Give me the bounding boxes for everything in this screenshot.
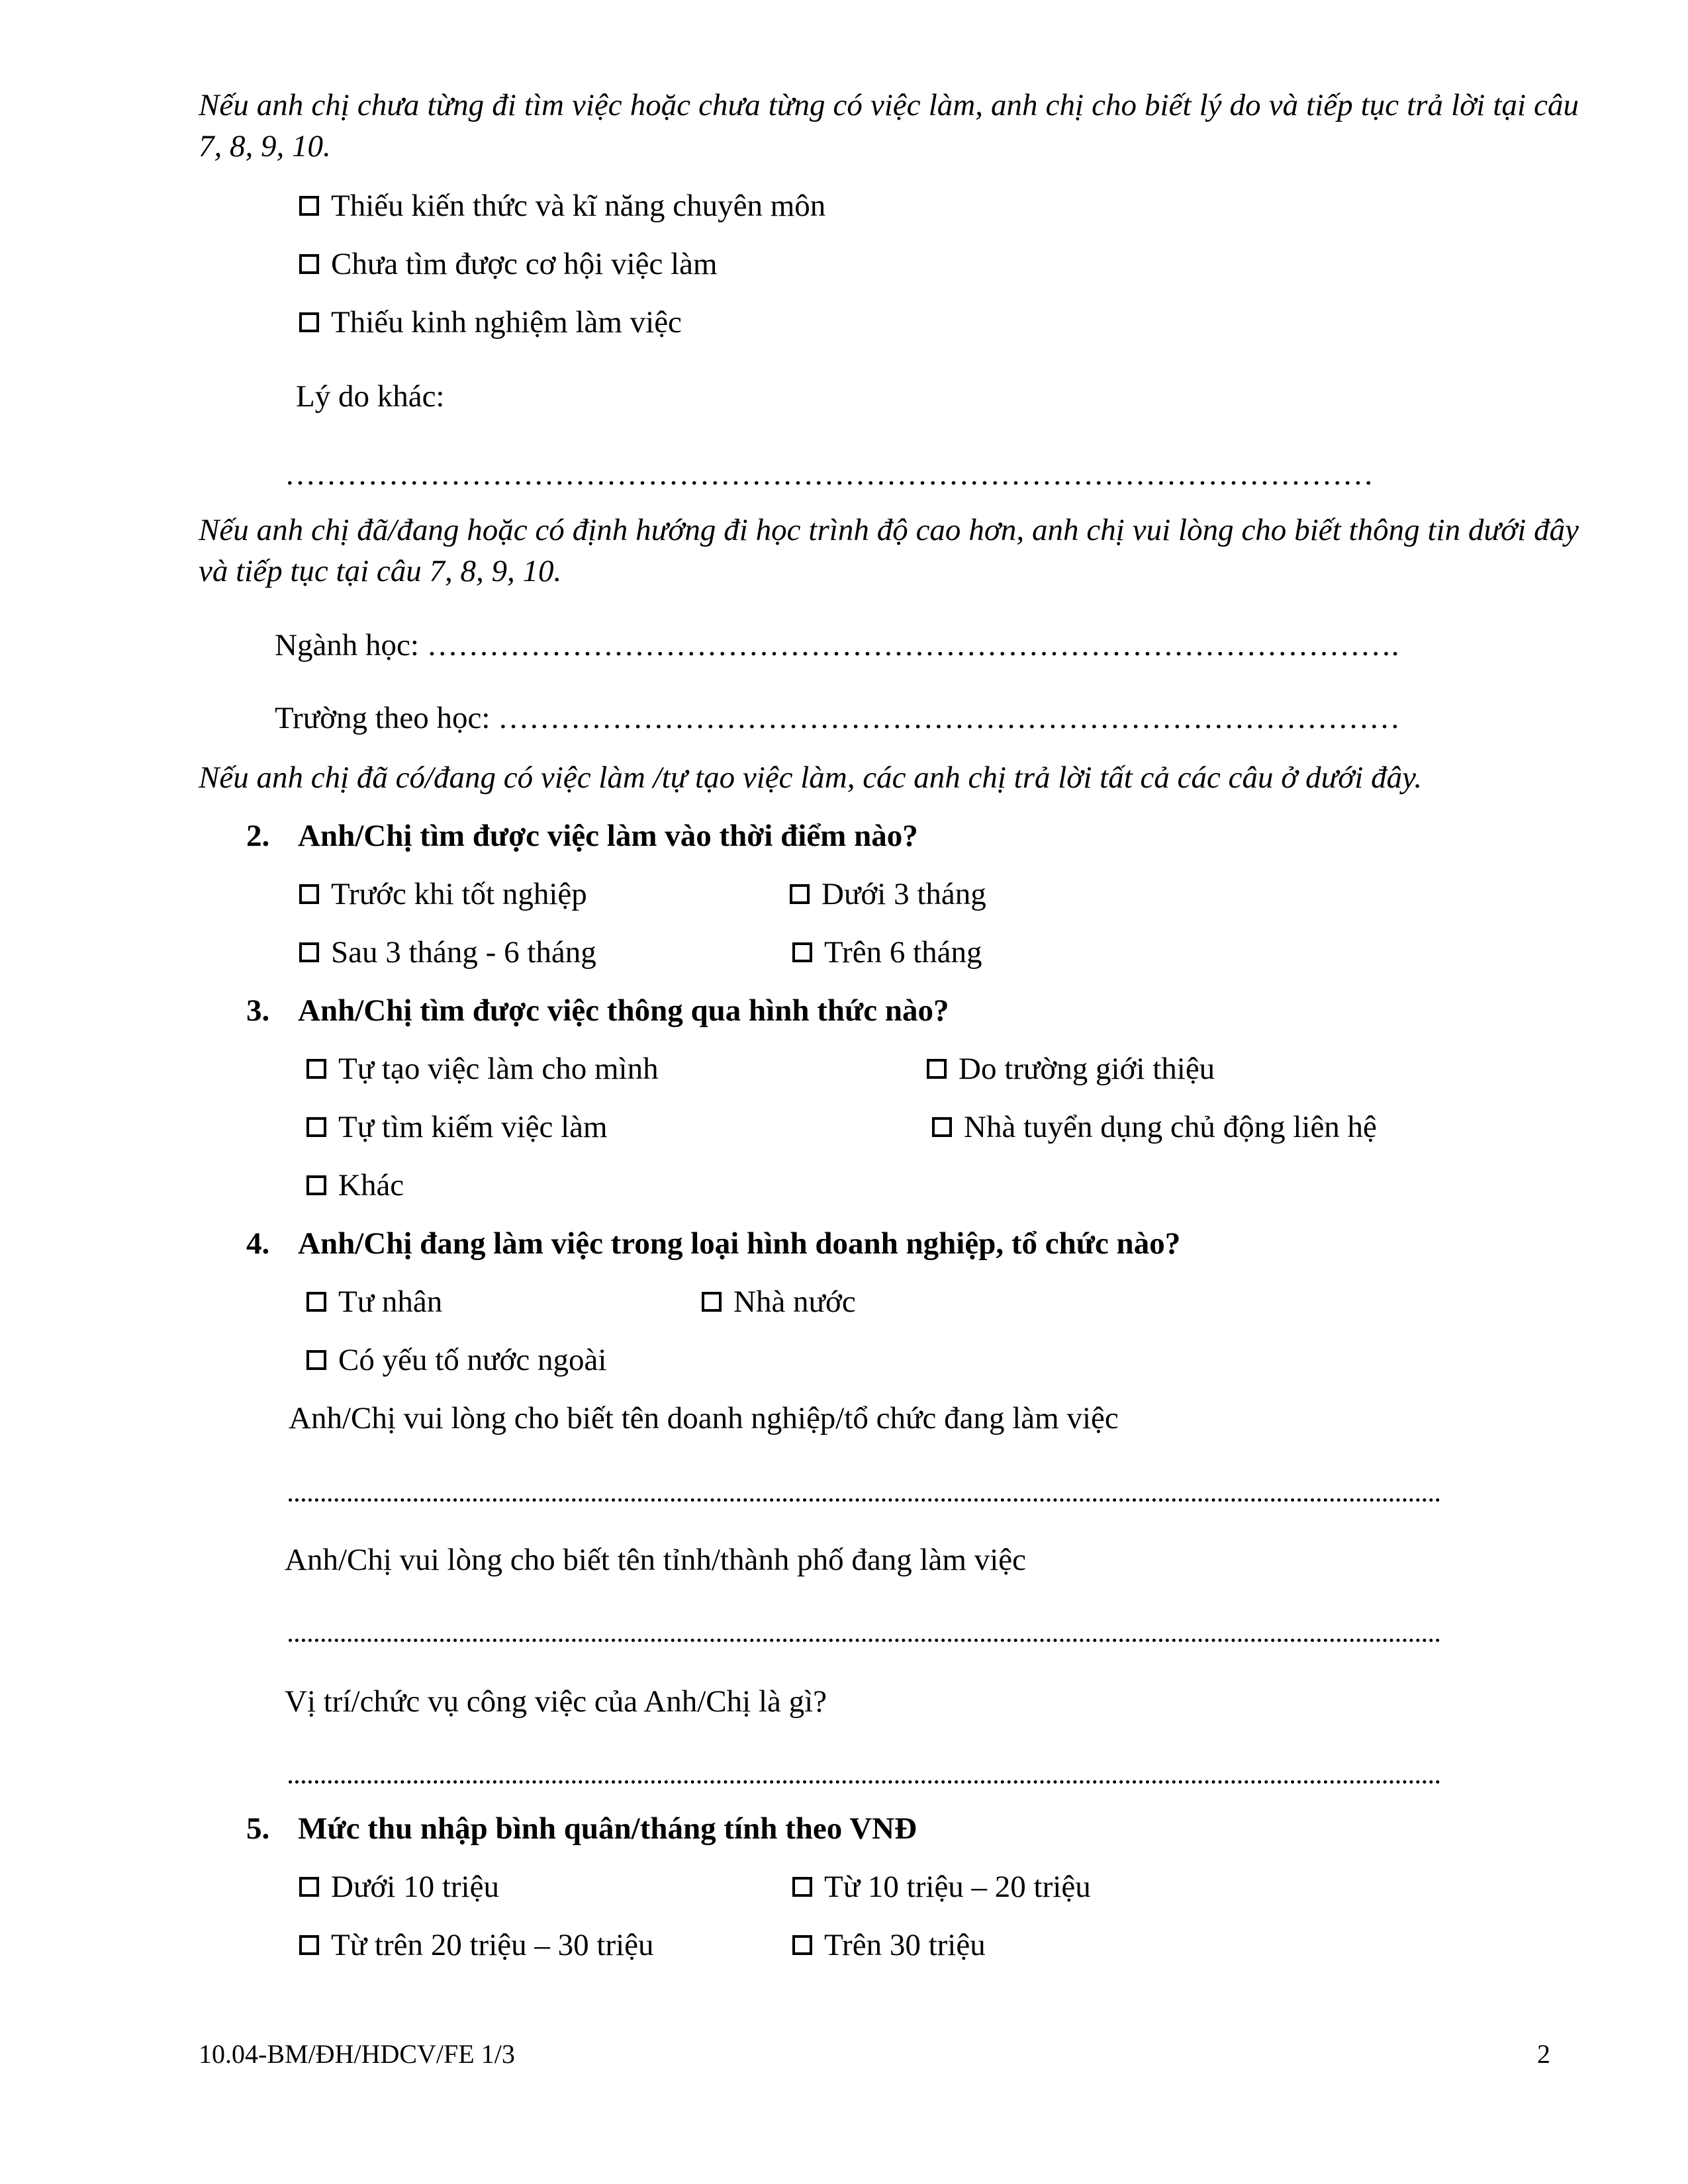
checkbox[interactable] <box>299 196 319 216</box>
option-label: Từ trên 20 triệu – 30 triệu <box>331 1928 654 1962</box>
footer-form-code: 10.04-BM/ĐH/HDCV/FE 1/3 <box>199 2039 515 2069</box>
question-title: Anh/Chị đang làm việc trong loại hình doanh nghiệp, tổ chức nào? <box>298 1226 1181 1261</box>
position-prompt: Vị trí/chức vụ công việc của Anh/Chị là gì? <box>285 1684 827 1719</box>
question-3 <box>246 993 949 1028</box>
option-label: Dưới 10 triệu <box>331 1870 499 1904</box>
q5-option-over-30m[interactable] <box>792 1927 986 1963</box>
q3-option-self-created[interactable] <box>306 1051 659 1087</box>
question-number: 5. <box>246 1811 270 1846</box>
q3-option-other[interactable] <box>306 1167 404 1203</box>
question-title: Mức thu nhập bình quân/tháng tính theo VNĐ <box>298 1811 917 1846</box>
school-field[interactable]: Trường theo học: …………………………………………………………………………… <box>275 701 1401 735</box>
option-label: Nhà nước <box>733 1285 856 1319</box>
option-label: Thiếu kiến thức và kĩ năng chuyên môn <box>331 189 826 223</box>
other-reason-line[interactable]: …………………………………………………………………………………………… <box>285 457 1374 492</box>
option-label: Nhà tuyển dụng chủ động liên hệ <box>964 1110 1377 1144</box>
option-label: Trước khi tốt nghiệp <box>331 877 587 911</box>
q5-option-10-20m[interactable] <box>792 1869 1091 1905</box>
option-label: Thiếu kinh nghiệm làm việc <box>331 305 682 340</box>
option-label: Do trường giới thiệu <box>959 1052 1215 1086</box>
page-number: 2 <box>1537 2039 1550 2069</box>
question-title: Anh/Chị tìm được việc làm vào thời điểm nào? <box>298 819 918 853</box>
q2-option-under-3-months[interactable] <box>790 876 986 912</box>
intro-further-study: Nếu anh chị đã/đang hoặc có định hướng đi học trình độ cao hơn, anh chị vui lòng cho biết thông tin dưới đây và tiếp tục tại câu 7, 8, 9, 10. <box>199 513 1579 588</box>
option-no-opportunity[interactable] <box>299 246 718 282</box>
option-lack-knowledge[interactable] <box>299 188 825 224</box>
checkbox[interactable] <box>299 1877 319 1897</box>
option-label: Từ 10 triệu – 20 triệu <box>824 1870 1091 1904</box>
option-label: Tự tìm kiếm việc làm <box>338 1110 608 1144</box>
question-2 <box>246 818 918 854</box>
other-reason-label: Lý do khác: <box>296 379 445 414</box>
q3-option-school-referral[interactable] <box>927 1051 1215 1087</box>
intro-no-job: Nếu anh chị chưa từng đi tìm việc hoặc chưa từng có việc làm, anh chị cho biết lý do và tiếp tục trả lời tại câu 7, 8, 9, 10. <box>199 88 1579 163</box>
city-prompt: Anh/Chị vui lòng cho biết tên tỉnh/thành phố đang làm việc <box>285 1543 1026 1577</box>
option-lack-experience[interactable] <box>299 304 682 340</box>
question-number: 4. <box>246 1226 270 1261</box>
option-label: Có yếu tố nước ngoài <box>338 1343 607 1377</box>
q2-option-over-6-months[interactable] <box>792 934 982 970</box>
option-label: Tư nhân <box>338 1285 443 1319</box>
option-label: Dưới 3 tháng <box>821 877 986 911</box>
q2-option-before-graduation[interactable] <box>299 876 587 912</box>
checkbox[interactable] <box>299 254 319 274</box>
option-label: Khác <box>338 1168 404 1203</box>
q3-option-self-search[interactable] <box>306 1109 608 1145</box>
q4-option-foreign[interactable] <box>306 1342 606 1378</box>
intro-employed: Nếu anh chị đã có/đang có việc làm /tự tạo việc làm, các anh chị trả lời tất cả các câu ở dưới đây. <box>199 760 1423 795</box>
checkbox[interactable] <box>306 1292 326 1312</box>
checkbox[interactable] <box>790 884 810 904</box>
checkbox[interactable] <box>306 1059 326 1079</box>
question-number: 3. <box>246 993 270 1028</box>
option-label: Chưa tìm được cơ hội việc làm <box>331 247 718 281</box>
checkbox[interactable] <box>792 1877 812 1897</box>
checkbox[interactable] <box>932 1117 952 1137</box>
question-5 <box>246 1811 917 1846</box>
question-4 <box>246 1226 1180 1261</box>
option-label: Tự tạo việc làm cho mình <box>338 1052 659 1086</box>
checkbox[interactable] <box>299 942 319 962</box>
q4-option-state[interactable] <box>702 1284 856 1320</box>
q5-option-under-10m[interactable] <box>299 1869 499 1905</box>
checkbox[interactable] <box>299 884 319 904</box>
city-line[interactable] <box>289 1639 1440 1642</box>
checkbox[interactable] <box>299 312 319 332</box>
q4-option-private[interactable] <box>306 1284 442 1320</box>
org-name-line[interactable] <box>289 1498 1440 1502</box>
checkbox[interactable] <box>306 1350 326 1370</box>
checkbox[interactable] <box>299 1935 319 1955</box>
option-label: Sau 3 tháng - 6 tháng <box>331 935 596 970</box>
checkbox[interactable] <box>792 1935 812 1955</box>
q3-option-employer-contact[interactable] <box>932 1109 1377 1145</box>
checkbox[interactable] <box>306 1117 326 1137</box>
position-line[interactable] <box>289 1780 1440 1784</box>
checkbox[interactable] <box>927 1059 947 1079</box>
checkbox[interactable] <box>306 1175 326 1195</box>
q2-option-3-6-months[interactable] <box>299 934 596 970</box>
org-name-prompt: Anh/Chị vui lòng cho biết tên doanh nghiệp/tổ chức đang làm việc <box>289 1401 1119 1435</box>
q5-option-20-30m[interactable] <box>299 1927 654 1963</box>
question-number: 2. <box>246 819 270 853</box>
checkbox[interactable] <box>792 942 812 962</box>
option-label: Trên 6 tháng <box>824 935 982 970</box>
question-title: Anh/Chị tìm được việc thông qua hình thức nào? <box>298 993 949 1028</box>
option-label: Trên 30 triệu <box>824 1928 986 1962</box>
checkbox[interactable] <box>702 1292 722 1312</box>
major-field[interactable]: Ngành học: …………………………………………………………………………………. <box>275 628 1399 662</box>
